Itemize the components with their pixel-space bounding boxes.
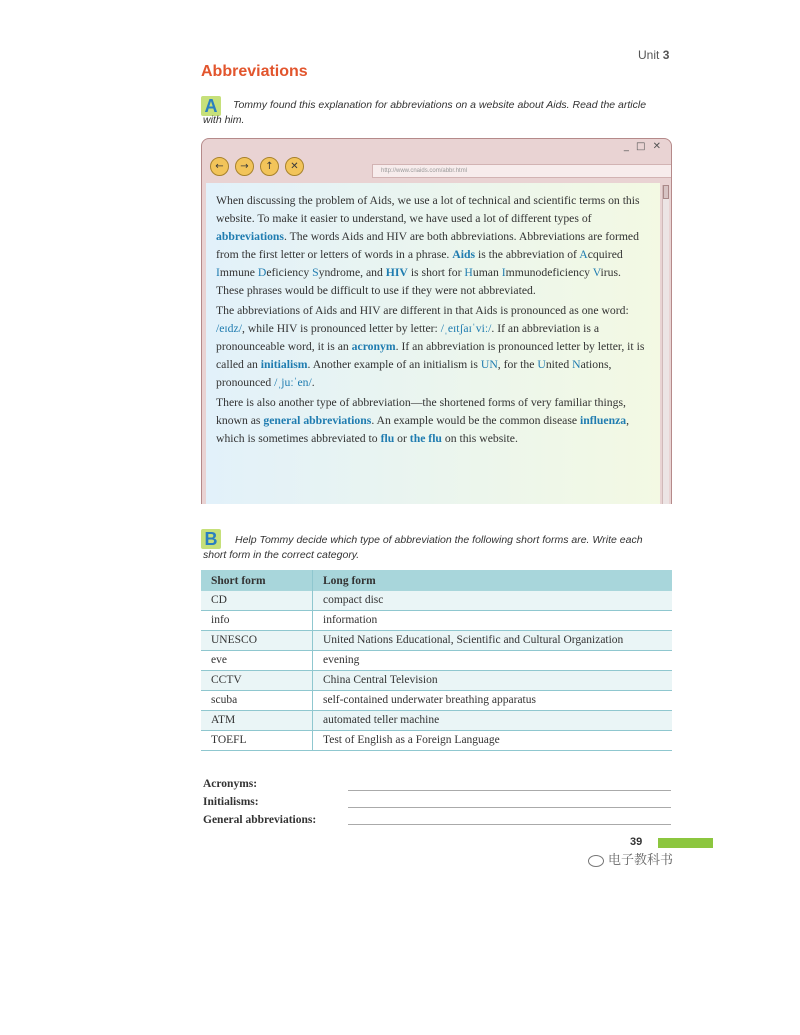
short-form-cell: info xyxy=(201,611,313,631)
section-b-instruction: Help Tommy decide which type of abbreviation the following short forms are. Write each short form in the correct category. xyxy=(203,534,643,561)
long-form-cell: information xyxy=(313,611,673,631)
article xyxy=(216,192,651,450)
stop-icon[interactable]: ✕ xyxy=(285,157,304,176)
browser-window xyxy=(201,138,672,504)
wechat-icon xyxy=(588,855,604,867)
browser-toolbar xyxy=(202,151,671,183)
short-form-cell: scuba xyxy=(201,691,313,711)
article-paragraph-3: There is also another type of abbreviation—the shortened forms of very familiar things, known as general abbreviations. An example would be the common disease influenza, which is sometimes abbreviated to flu or the flu on this website. xyxy=(216,396,630,445)
back-arrow-icon[interactable]: ← xyxy=(210,157,229,176)
page-number-bar xyxy=(658,838,713,848)
table-row xyxy=(201,591,672,611)
long-form-cell: Test of English as a Foreign Language xyxy=(313,731,673,751)
table-row xyxy=(201,631,672,651)
short-form-cell: CCTV xyxy=(201,671,313,691)
page-number: 39 xyxy=(630,836,643,848)
table-row xyxy=(201,731,672,751)
table-row xyxy=(201,611,672,631)
general-abbreviations-answer-line[interactable] xyxy=(348,824,671,825)
scrollbar[interactable] xyxy=(662,185,669,504)
section-a-instruction: Tommy found this explanation for abbreviations on a website about Aids. Read the article with him. xyxy=(203,99,647,126)
long-form-cell: compact disc xyxy=(313,591,673,611)
column-header-short-form: Short form xyxy=(201,570,313,591)
long-form-cell: United Nations Educational, Scientific and Cultural Organization xyxy=(313,631,673,651)
section-a-badge: A xyxy=(201,96,221,116)
scrollbar-thumb[interactable] xyxy=(663,185,669,199)
section-b-badge: B xyxy=(201,529,221,549)
table-row xyxy=(201,651,672,671)
short-form-cell: UNESCO xyxy=(201,631,313,651)
article-paragraph-1: When discussing the problem of Aids, we use a lot of technical and scientific terms on this website. To make it easier to understand, we have used a lot of different types of abbreviations. The words Aids and HIV are both abbreviations. Abbreviations are formed from the first letter or letters of words in a phrase. Aids is the abbreviation of Acquired Immune Deficiency Syndrome, and HIV is short for Human Immunodeficiency Virus. These phrases would be difficult to use if they were not abbreviated. xyxy=(216,194,640,297)
abbreviation-table xyxy=(201,570,672,751)
table-header-row xyxy=(201,570,672,591)
column-header-long-form: Long form xyxy=(313,570,673,591)
acronyms-answer-line[interactable] xyxy=(348,790,671,791)
general-abbreviations-label: General abbreviations: xyxy=(203,814,317,826)
watermark: 电子教科书 xyxy=(588,849,673,868)
short-form-cell: ATM xyxy=(201,711,313,731)
short-form-cell: TOEFL xyxy=(201,731,313,751)
forward-arrow-icon[interactable]: → xyxy=(235,157,254,176)
long-form-cell: evening xyxy=(313,651,673,671)
short-form-cell: CD xyxy=(201,591,313,611)
initialisms-answer-line[interactable] xyxy=(348,807,671,808)
page-title: Abbreviations xyxy=(201,63,308,80)
short-form-cell: eve xyxy=(201,651,313,671)
article-paragraph-2: The abbreviations of Aids and HIV are different in that Aids is pronounced as one word: /eɪdz/, while HIV is pronounced letter by letter: /ˌeɪtʃaɪˈviː/. If an abbreviation is a pronounceable word, it is an acronym. If an abbreviation is pronounced letter by letter, it is called an initialism. Another example of an initialism is UN, for the United Nations, pronounced /ˌjuːˈen/. xyxy=(216,304,645,389)
up-arrow-icon[interactable]: ↑ xyxy=(260,157,279,176)
table-row xyxy=(201,671,672,691)
long-form-cell: China Central Television xyxy=(313,671,673,691)
acronyms-label: Acronyms: xyxy=(203,778,258,790)
table-row xyxy=(201,711,672,731)
unit-label: Unit 3 xyxy=(638,48,670,62)
address-bar[interactable]: http://www.cnaids.com/abbr.html xyxy=(372,164,672,178)
window-controls[interactable]: _ □ ✕ xyxy=(623,141,663,152)
long-form-cell: automated teller machine xyxy=(313,711,673,731)
long-form-cell: self-contained underwater breathing apparatus xyxy=(313,691,673,711)
page-content xyxy=(206,183,660,504)
initialisms-label: Initialisms: xyxy=(203,796,259,808)
table-row xyxy=(201,691,672,711)
